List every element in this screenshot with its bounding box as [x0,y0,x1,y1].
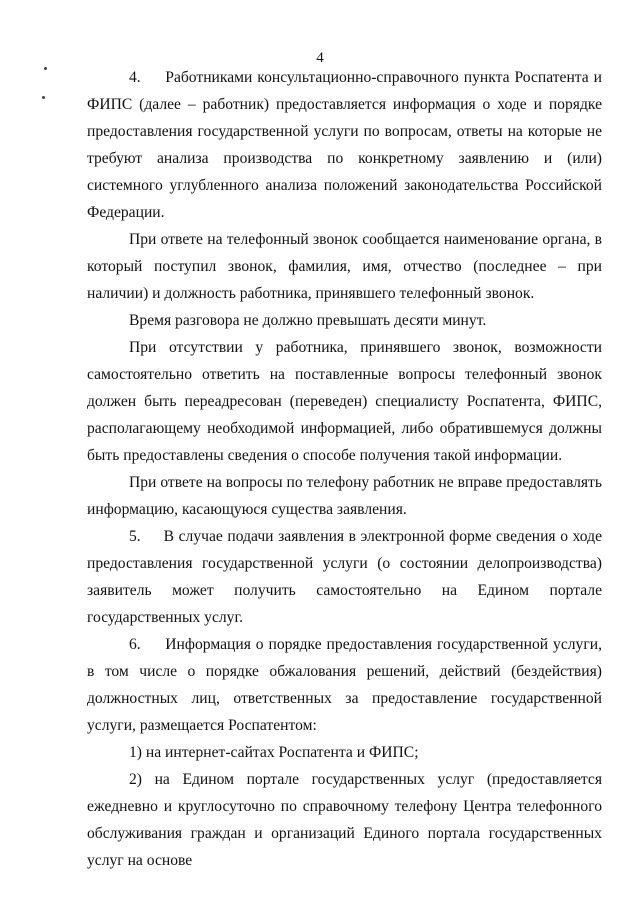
paragraph-item-6: 6. Информация о порядке предоставления государственной услуги, в том числе о порядке обжалования решений, действий (бездействия) должностных лиц, ответственных за предоставление государственной услуги, размещается Роспатентом: [87,636,602,734]
paragraph-phone-restriction: При ответе на вопросы по телефону работник не вправе предоставлять информацию, касающуюся существа заявления. [87,474,602,518]
list-item-websites: 1) на интернет-сайтах Роспатента и ФИПС; [129,744,419,761]
paragraph-item-4: 4. Работниками консультационно-справочного пункта Роспатента и ФИПС (далее – работник) предоставляется информация о ходе и порядке предоставления государственной услуги по вопросам, ответы на которые не требуют анализа производства по конкретному заявлению и (или) системного углубленного анализа положений законодательства Российской Федерации. [87,69,602,221]
scan-speck [44,67,47,70]
page-number: 4 [316,50,324,66]
document-body [87,64,602,874]
paragraph-phone-answer: При ответе на телефонный звонок сообщается наименование органа, в который поступил звонок, фамилия, имя, отчество (последнее – при наличии) и должность работника, принявшего телефонный звонок. [87,231,602,302]
paragraph-item-5: 5. В случае подачи заявления в электронной форме сведения о ходе предоставления государственной услуги (о состоянии делопроизводства) заявитель может получить самостоятельно на Едином портале государственных услуг. [87,528,602,626]
scan-speck [42,96,45,99]
paragraph-call-duration: Время разговора не должно превышать десяти минут. [129,312,487,329]
paragraph-call-redirect: При отсутствии у работника, принявшего звонок, возможности самостоятельно ответить на поставленные вопросы телефонный звонок должен быть переадресован (переведен) специалисту Роспатента, ФИПС, располагающему необходимой информацией, либо обратившемуся должны быть предоставлены сведения о способе получения такой информации. [87,339,602,464]
list-item-portal: 2) на Едином портале государственных услуг (предоставляется ежедневно и круглосуточно по справочному телефону Центра телефонного обслуживания граждан и организаций Единого портала государственных услуг на основе [87,771,602,869]
